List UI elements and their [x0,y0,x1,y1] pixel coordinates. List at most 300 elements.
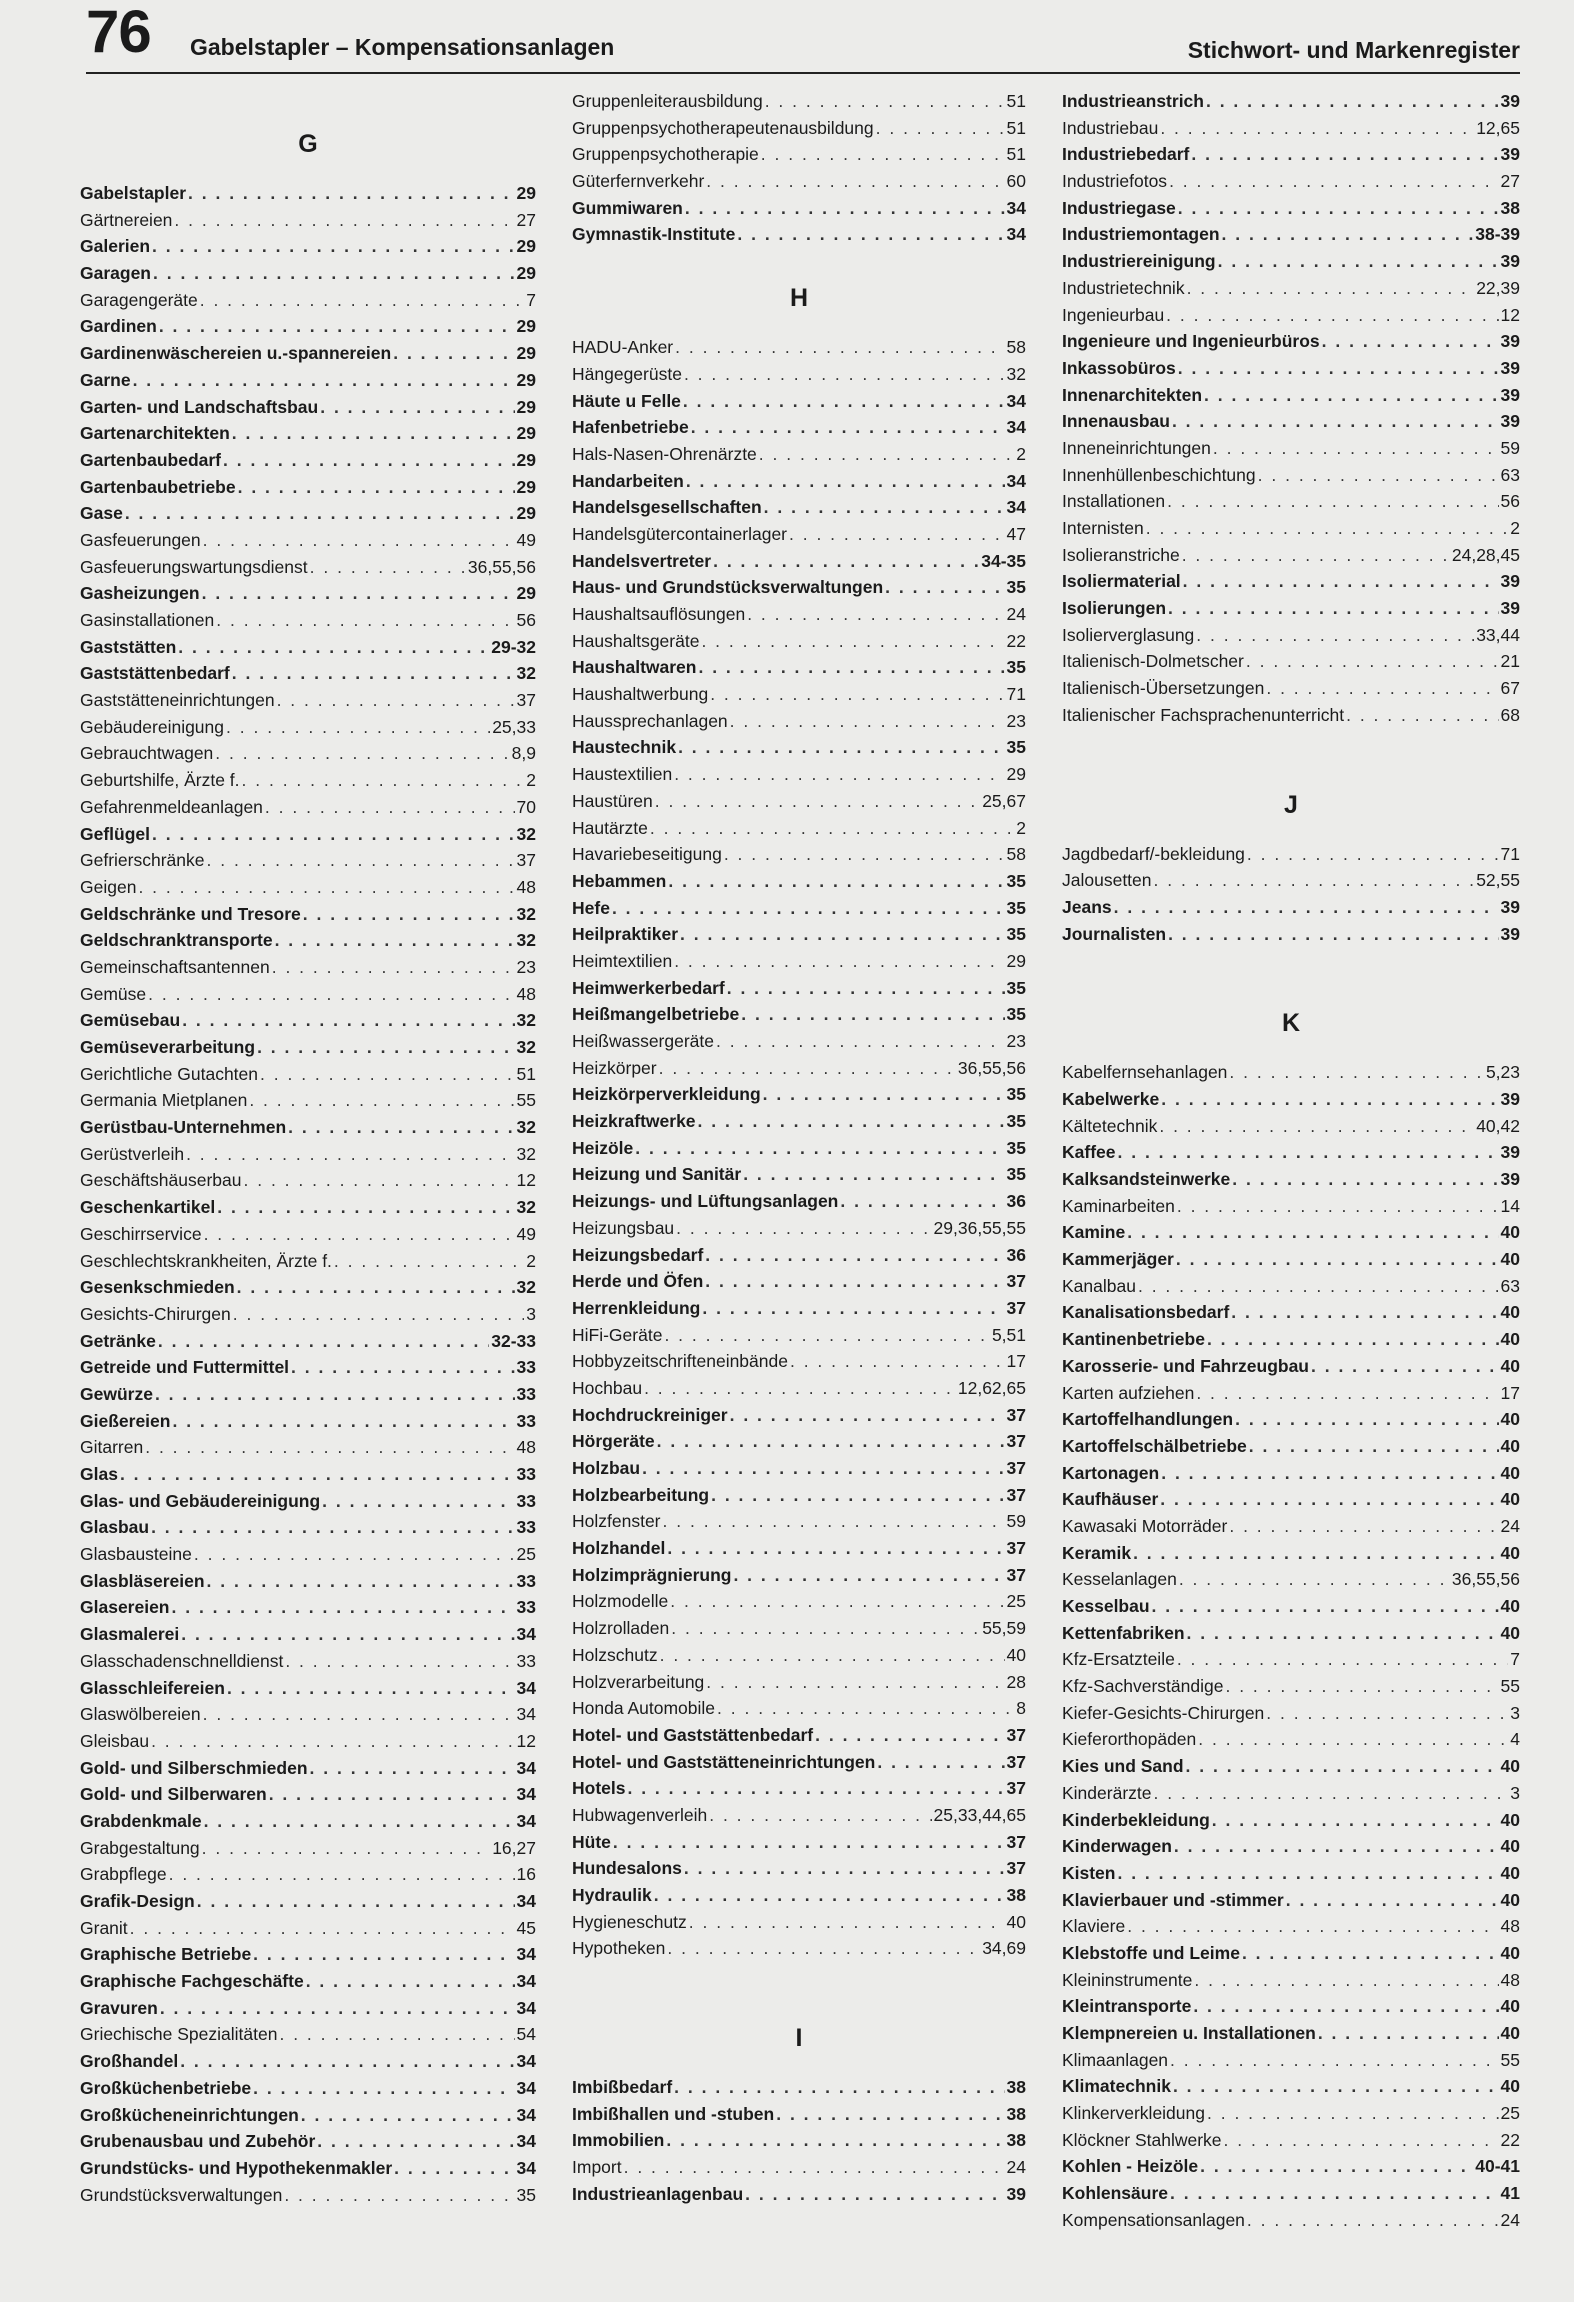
entry-term: Gerichtliche Gutachten [80,1063,259,1084]
entry-pages: 35 [1006,657,1026,678]
index-entry [1062,328,1520,355]
entry-term: Klimaanlagen [1062,2049,1169,2070]
entry-term: Geschirrservice [80,1223,202,1244]
entry-term: Gruppenpsychotherapie [572,144,759,165]
entry-pages: 33 [516,1597,536,1618]
index-entry [1062,435,1520,462]
entry-pages: 39 [1006,2183,1026,2204]
entry-pages: 32 [516,1010,536,1031]
entry-pages: 34 [1006,417,1026,438]
index-entry [572,1829,1026,1856]
entry-term: Kinderbekleidung [1062,1809,1210,1830]
entry-term: Gaststätten [80,636,177,657]
leader-dots [727,975,1005,1002]
leader-dots [876,115,1005,142]
leader-dots [680,921,1005,948]
index-entry [1062,248,1520,275]
leader-dots [1154,867,1475,894]
entry-term: Gase [80,503,123,524]
leader-dots [1225,1673,1498,1700]
index-entry [572,494,1026,521]
leader-dots [1229,1059,1484,1086]
index-entry [1062,382,1520,409]
leader-dots [717,1695,1014,1722]
entry-term: Ingenieure und Ingenieurbüros [1062,331,1320,352]
section-gap [1062,729,1520,777]
index-entry [572,1562,1026,1589]
leader-dots [1160,115,1474,142]
leader-dots [1229,1513,1498,1540]
entry-term: Hydraulik [572,1885,652,1905]
leader-dots [840,1188,1004,1215]
leader-dots [877,1749,1004,1776]
entry-term: Imbißbedarf [572,2077,673,2098]
section-letter-h: H [789,284,809,313]
index-entry [572,468,1026,495]
leader-dots [612,895,1005,922]
entry-term: Gartenarchitekten [80,423,230,444]
section-letter-i: I [795,2024,803,2053]
index-entry [80,1408,536,1435]
section-gap [572,248,1026,270]
entry-term: Gemeinschaftsantennen [80,956,270,977]
leader-dots [747,601,1004,628]
leader-dots [1161,1460,1498,1487]
leader-dots [238,474,515,501]
entry-pages: 29 [516,369,536,390]
index-entry [572,788,1026,815]
leader-dots [1196,622,1474,649]
entry-pages: 59 [1006,1511,1026,1532]
index-entry [80,1514,536,1541]
index-entry [80,767,536,794]
entry-pages: 29 [516,263,536,284]
leader-dots [130,1915,515,1942]
entry-term: Hobbyzeitschrifteneinbände [572,1351,788,1372]
leader-dots [394,2155,514,2182]
index-entry [572,628,1026,655]
entry-term: Gesichts-Chirurgen [80,1303,231,1324]
section-gap [572,2066,1026,2074]
index-entry [1062,1406,1520,1433]
entry-term: Handelsvertreter [572,550,712,571]
entry-term: Hundesalons [572,1858,682,1879]
entry-pages: 7 [526,289,536,310]
entry-term: Karten aufziehen [1062,1382,1195,1403]
leader-dots [257,1034,514,1061]
entry-term: Herrenkleidung [572,1297,701,1318]
index-entry [80,981,536,1008]
entry-pages: 40 [1500,1862,1520,1883]
index-entry [1062,595,1520,622]
index-entry [80,447,536,474]
leader-dots [275,927,515,954]
leader-dots [279,2021,514,2048]
index-entry [80,660,536,687]
leader-dots [151,1728,514,1755]
entry-term: Industriemontagen [1062,224,1220,245]
entry-term: Geschenkartikel [80,1197,216,1218]
leader-dots [253,1941,514,1968]
entry-term: Gardinen [80,316,157,337]
entry-term: Heizungs- und Lüftungsanlagen [572,1191,839,1212]
entry-term: Graphische Betriebe [80,1944,252,1965]
index-entry [572,1215,1026,1242]
index-entry [1062,408,1520,435]
entry-pages: 40 [1500,2023,1520,2043]
entry-pages: 39 [1500,331,1520,352]
entry-term: Hubwagenverleih [572,1804,708,1825]
entry-pages: 2 [1510,518,1520,538]
leader-dots [207,1568,515,1595]
index-entry [80,2155,536,2182]
entry-term: Gasheizungen [80,583,200,604]
leader-dots [1168,595,1498,622]
index-entry [80,714,536,741]
index-entry [80,260,536,287]
section-gap [1062,1051,1520,1059]
entry-term: Import [572,2157,622,2178]
entry-term: Glaswölbereien [80,1704,201,1725]
entry-term: Großkücheneinrichtungen [80,2104,299,2125]
entry-term: Heißmangelbetriebe [572,1004,740,1025]
index-entry [80,1114,536,1141]
leader-dots [1204,382,1498,409]
entry-pages: 3 [1510,1702,1520,1723]
entry-pages: 38-39 [1475,224,1520,245]
entry-pages: 37 [1006,1458,1026,1478]
index-entry [80,554,536,581]
entry-pages: 38 [1006,2130,1026,2151]
entry-term: Gardinenwäschereien u.-spannereien [80,343,392,364]
index-entry [572,1642,1026,1669]
entry-term: Industrietechnik [1062,277,1185,298]
entry-term: Hotel- und Gaststättenbedarf [572,1724,814,1745]
entry-term: Griechische Spezialitäten [80,2024,278,2045]
entry-pages: 34 [516,1971,536,1992]
leader-dots [705,1268,1004,1295]
leader-dots [657,1428,1005,1455]
entry-term: Jeans [1062,896,1112,917]
entry-term: Industriereinigung [1062,251,1216,272]
index-entry [572,948,1026,975]
entry-term: Hefe [572,897,610,918]
index-entry [1062,115,1520,142]
entry-term: Gerüstbau-Unternehmen [80,1117,287,1138]
entry-pages: 37 [1006,1858,1026,1879]
entry-term: Grundstücks- und Hypothekenmakler [80,2157,393,2178]
entry-pages: 38 [1006,1885,1026,1905]
entry-term: Gasfeuerungen [80,529,201,550]
entry-pages: 39 [1500,571,1520,592]
index-entry [1062,1807,1520,1834]
entry-term: Geigen [80,876,137,897]
index-entry [1062,2047,1520,2074]
entry-pages: 40 [1500,1889,1520,1910]
entry-pages: 51 [1006,117,1026,138]
entry-pages: 35 [1006,737,1026,758]
entry-pages: 59 [1500,437,1520,458]
entry-term: Garten- und Landschaftsbau [80,396,319,417]
index-entry [572,574,1026,601]
leader-dots [1218,248,1499,275]
index-entry [80,233,536,260]
index-entry [80,2048,536,2075]
entry-pages: 36 [1006,1244,1026,1265]
entry-pages: 16 [516,1864,536,1885]
entry-pages: 40 [1006,1644,1026,1665]
leader-dots [1224,2127,1499,2154]
leader-dots [678,734,1004,761]
leader-dots [1118,1139,1499,1166]
leader-dots [249,1087,514,1114]
leader-dots [160,1995,515,2022]
entry-pages: 71 [1006,684,1026,705]
entry-term: Hotel- und Gaststätteneinrichtungen [572,1751,876,1772]
index-entry [80,687,536,714]
header-title: Stichwort- und Markenregister [1187,37,1520,63]
entry-term: Heimwerkerbedarf [572,977,725,998]
index-entry [80,1781,536,1808]
leader-dots [138,874,514,901]
index-entry [1062,1833,1520,1860]
entry-term: Keramik [1062,1542,1132,1563]
entry-term: Glasereien [80,1597,170,1618]
entry-pages: 34 [1006,470,1026,491]
index-entry [572,921,1026,948]
entry-term: Kartoffelhandlungen [1062,1409,1234,1430]
leader-dots [885,574,1004,601]
entry-pages: 32 [516,903,536,924]
entry-term: Inkassobüros [1062,357,1176,378]
leader-dots [153,260,515,287]
leader-dots [1247,2207,1499,2234]
entry-pages: 3 [526,1303,536,1324]
leader-dots [733,1562,1004,1589]
index-entry [1062,1860,1520,1887]
entry-term: Kleintransporte [1062,1996,1192,2017]
index-entry [572,734,1026,761]
leader-dots [1258,462,1499,489]
entry-term: Klavierbauer und -stimmer [1062,1889,1284,1910]
index-entry [572,441,1026,468]
index-entry [572,1375,1026,1402]
entry-pages: 29 [1006,950,1026,971]
entry-pages: 39 [1500,411,1520,432]
leader-dots [743,1161,1004,1188]
leader-dots [158,1328,489,1355]
leader-dots [215,740,509,767]
entry-term: Gefrierschränke [80,850,205,871]
leader-dots [152,821,515,848]
entry-term: Heimtextilien [572,950,673,971]
index-entry [1062,921,1520,948]
entry-pages: 22,39 [1476,277,1520,298]
index-entry [572,601,1026,628]
index-entry [1062,1380,1520,1407]
entry-term: Hautärzte [572,817,648,838]
index-entry [572,2127,1026,2154]
entry-term: Holzbearbeitung [572,1484,710,1505]
entry-pages: 33 [516,1357,536,1378]
entry-term: Geldschränke und Tresore [80,903,301,924]
entry-pages: 39 [1500,896,1520,917]
entry-term: Kantinenbetriebe [1062,1329,1205,1350]
entry-pages: 40 [1500,1435,1520,1456]
entry-pages: 29 [516,183,536,203]
entry-pages: 40 [1500,1329,1520,1350]
index-entry [80,500,536,527]
entry-term: Gießereien [80,1410,171,1431]
entry-pages: 25,33,44,65 [933,1804,1026,1825]
entry-pages: 12,62,65 [957,1377,1026,1398]
leader-dots [1160,1486,1498,1513]
entry-term: Holzbau [572,1458,641,1478]
entry-pages: 34 [516,1784,536,1805]
entry-term: Germania Mietplanen [80,1090,248,1111]
index-entry [572,115,1026,142]
entry-term: Gleisbau [80,1730,150,1751]
entry-term: Heizkörper [572,1057,657,1078]
entry-pages: 34-35 [981,550,1026,571]
leader-dots [763,1081,1005,1108]
section-gap [80,88,536,116]
entry-pages: 40 [1500,1996,1520,2017]
index-entry [572,414,1026,441]
index-entry [572,1081,1026,1108]
leader-dots [334,1248,524,1275]
entry-pages: 40 [1500,1809,1520,1830]
entry-term: Holzhandel [572,1538,666,1559]
entry-term: Gold- und Silberschmieden [80,1757,308,1778]
index-entry [1062,1353,1520,1380]
entry-term: Innenausbau [1062,411,1170,432]
entry-pages: 49 [516,1223,536,1244]
leader-dots [1127,1219,1498,1246]
leader-dots [242,767,525,794]
entry-term: Graphische Fachgeschäfte [80,1971,304,1992]
entry-term: Handarbeiten [572,470,684,491]
leader-dots [233,1301,525,1328]
entry-pages: 33 [516,1517,536,1538]
leader-dots [152,233,514,260]
entry-term: Journalisten [1062,923,1167,944]
leader-dots [1187,275,1475,302]
entry-term: Kleininstrumente [1062,1969,1193,1990]
entry-pages: 35 [1006,977,1026,998]
index-entry [1062,841,1520,868]
leader-dots [737,221,1004,248]
entry-term: HiFi-Geräte [572,1324,663,1345]
entry-pages: 39 [1500,923,1520,944]
index-entry [1062,2100,1520,2127]
leader-dots [670,1588,1004,1615]
entry-pages: 35 [1006,1137,1026,1158]
entry-pages: 37 [516,850,536,871]
index-entry [572,221,1026,248]
entry-pages: 39 [1500,1088,1520,1109]
index-entry [572,334,1026,361]
entry-term: Holzrolladen [572,1618,670,1639]
index-entry [572,975,1026,1002]
entry-pages: 25 [1006,1591,1026,1612]
leader-dots [1186,1753,1499,1780]
entry-pages: 40 [1500,1542,1520,1563]
entry-term: Industrieanlagenbau [572,2183,744,2204]
index-entry [80,1728,536,1755]
entry-term: Haushaltwerbung [572,684,709,705]
entry-term: Heizkraftwerke [572,1111,696,1132]
index-entry [1062,1299,1520,1326]
leader-dots [1152,1593,1499,1620]
index-entry [572,1455,1026,1482]
entry-pages: 37 [1006,1271,1026,1292]
entry-term: Kaufhäuser [1062,1489,1159,1510]
leader-dots [663,1508,1005,1535]
index-entry [1062,302,1520,329]
entry-pages: 40 [1500,1622,1520,1643]
entry-term: Kfz-Sachverständige [1062,1676,1224,1697]
entry-term: Honda Automobile [572,1698,716,1719]
entry-pages: 37 [1006,1404,1026,1425]
entry-term: Isolierverglasung [1062,624,1195,645]
entry-pages: 35 [516,2184,536,2205]
entry-term: Heizkörperverkleidung [572,1084,761,1105]
index-entry [572,1161,1026,1188]
entry-term: Hüte [572,1831,611,1852]
entry-pages: 48 [1500,1916,1520,1937]
leader-dots [1154,1780,1509,1807]
leader-dots [1213,435,1499,462]
entry-pages: 48 [1500,1969,1520,1990]
index-entry [572,2101,1026,2128]
entry-pages: 51 [1006,144,1026,165]
entry-term: Galerien [80,236,151,257]
leader-dots [202,1835,491,1862]
entry-term: Isolieranstriche [1062,544,1180,565]
leader-dots [1207,1326,1499,1353]
index-entry [1062,568,1520,595]
entry-term: Gerüstverleih [80,1143,185,1164]
entry-term: Geschlechtskrankheiten, Ärzte f. [80,1250,332,1271]
leader-dots [1178,195,1499,222]
leader-dots [815,1722,1004,1749]
entry-term: Garagen [80,263,151,284]
entry-term: Haustüren [572,790,653,811]
entry-pages: 32 [516,1277,536,1298]
index-entry [572,841,1026,868]
leader-dots [1232,1166,1498,1193]
leader-dots [613,1829,1005,1856]
leader-dots [674,948,1004,975]
entry-pages: 37 [516,690,536,711]
leader-dots [1177,1193,1499,1220]
entry-pages: 24 [1500,1515,1520,1536]
leader-dots [698,654,1004,681]
entry-term: Gemüse [80,983,147,1004]
entry-pages: 22 [1500,2129,1520,2150]
leader-dots [204,1808,515,1835]
entry-pages: 35 [1006,924,1026,945]
leader-dots [776,2101,1004,2128]
index-entry [80,847,536,874]
leader-dots [698,1108,1005,1135]
leader-dots [253,2075,514,2102]
index-entry [1062,275,1520,302]
index-entry [80,1835,536,1862]
entry-pages: 8 [1016,1698,1026,1719]
entry-term: Industriebedarf [1062,144,1190,165]
